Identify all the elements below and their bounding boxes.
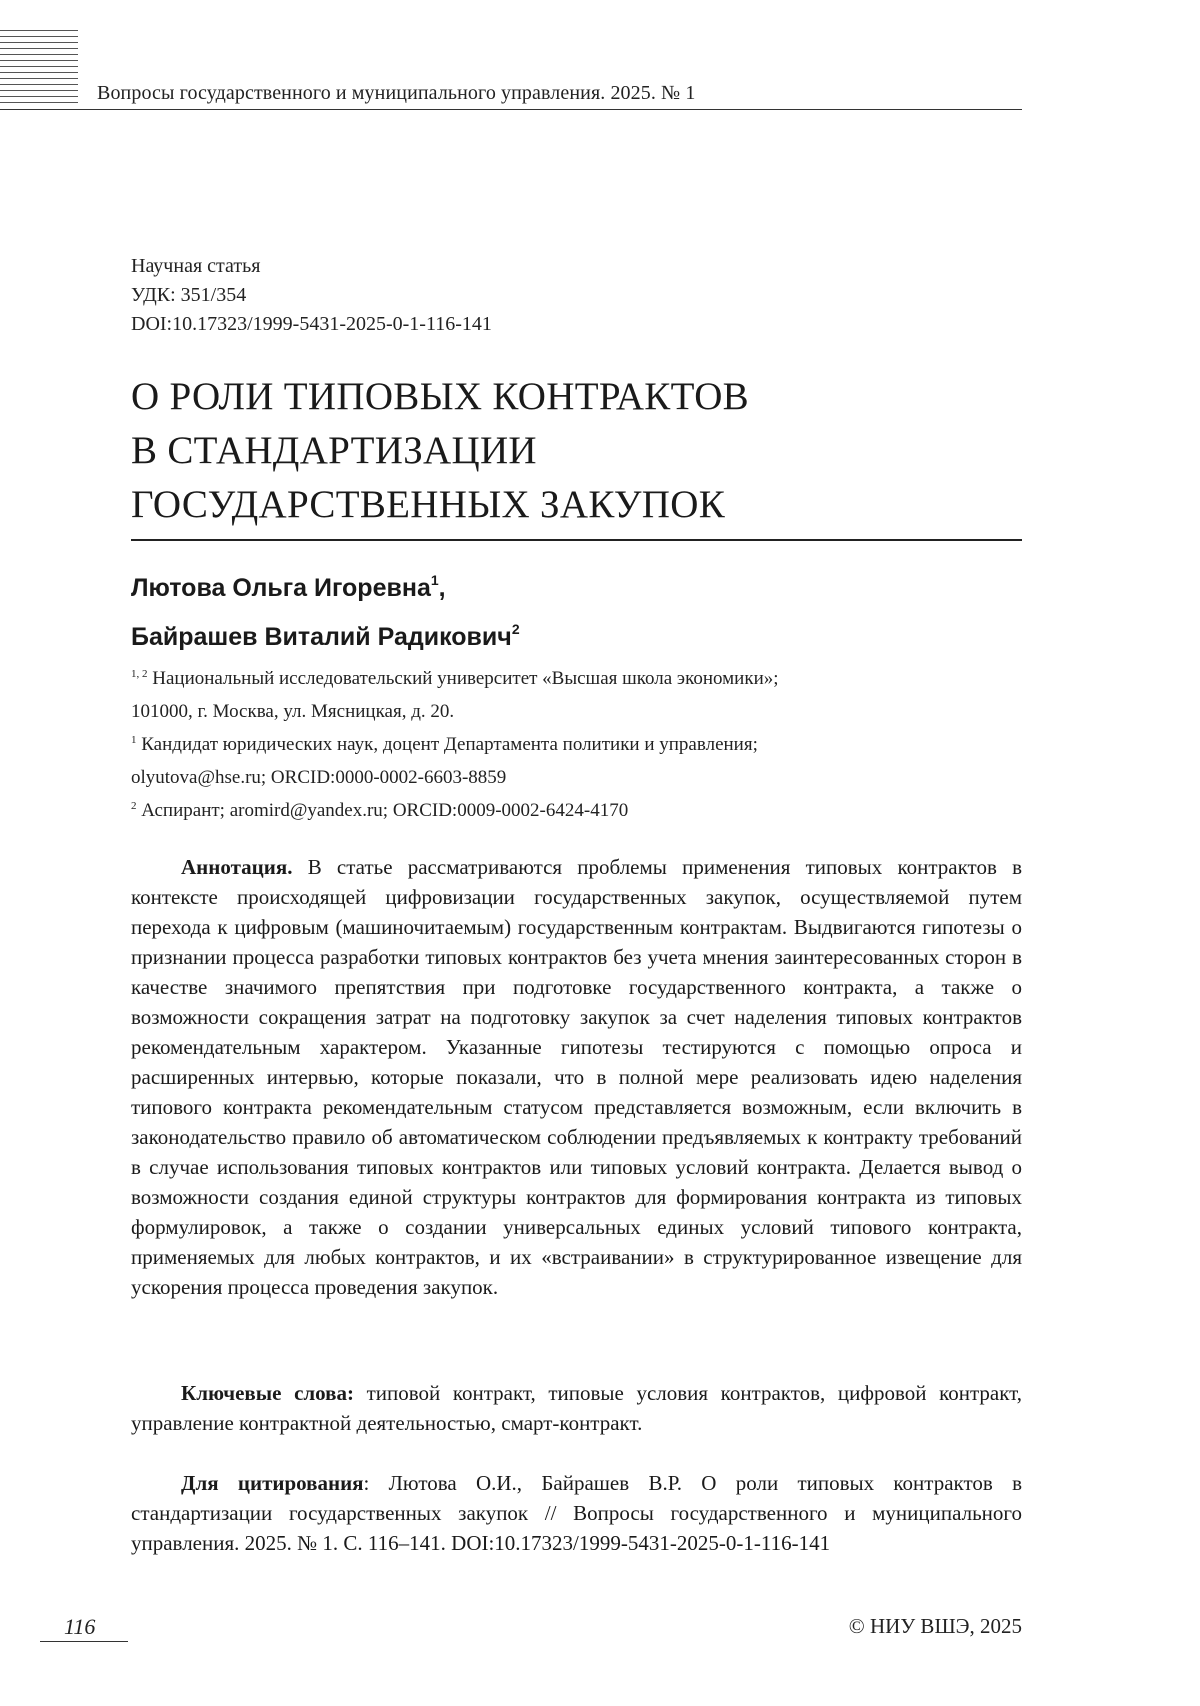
title-line: В СТАНДАРТИЗАЦИИ [131,429,537,472]
affiliation-mark: 2 [131,800,137,812]
author-mark: 2 [511,621,520,637]
article-meta [131,252,492,339]
author-list [131,560,520,658]
author-2 [131,609,520,658]
affiliation-line [131,792,779,825]
author-name: Лютова Ольга Игоревна [131,574,431,602]
affiliation-mark: 1, 2 [131,668,148,680]
article-type: Научная статья [131,255,261,277]
author-name: Байрашев Виталий Радикович [131,623,512,651]
abstract [131,852,1022,1302]
affiliation-mark: 1 [131,734,137,746]
abstract-label: Аннотация. [181,855,293,879]
abstract-text: В статье рассматриваются проблемы применения типовых контрактов в контексте происходящей цифровизации государственных закупок, осуществляемой путем перехода к цифровым (машиночитаемым) государственным контрактам. Выдвигаются гипотезы о признании процесса разработки типовых контрактов без учета мнения заинтересованных сторон в качестве значимого препятствия при подготовке государственного контракта, а также о возможности сокращения затрат на подготовку закупок за счет наделения типовых контрактов рекомендательным характером. Указанные гипотезы тестируются с помощью опроса и расширенных интервью, которые показали, что в полной мере реализовать идею наделения типового контракта рекомендательным статусом представляется возможным, если включить в законодательство правило об автоматическом соблюдении предъявляемых к контракту требований в случае использования типовых контрактов или типовых условий контракта. Делается вывод о возможности создания единой структуры контрактов для формирования контракта из типовых формулировок, а также о создании универсальных единых условий типового контракта, применяемых для любых контрактов, и их «встраивании» в структурированное извещение для ускорения процесса проведения закупок. [131,855,1022,1299]
journal-running-header: Вопросы государственного и муниципального управления. 2025. № 1 [97,82,696,104]
keywords-text: типовой контракт, типовые условия контрактов, цифровой контракт, управление контрактной деятельностью, смарт-контракт. [131,1381,1022,1435]
keywords-label: Ключевые слова: [181,1381,354,1405]
affiliation-line [131,726,779,759]
citation-label: Для цитирования [181,1471,364,1495]
doi[interactable]: DOI:10.17323/1999-5431-2025-0-1-116-141 [131,313,492,335]
affiliation-line [131,660,779,693]
copyright: © НИУ ВШЭ, 2025 [848,1614,1022,1638]
article-title [131,370,749,532]
author-1 [131,560,520,609]
citation [131,1468,1022,1558]
title-line: ГОСУДАРСТВЕННЫХ ЗАКУПОК [131,483,726,526]
page-number-rule [40,1641,128,1642]
affiliations [131,660,779,825]
title-divider [131,539,1022,541]
keywords [131,1378,1022,1438]
udk-code: УДК: 351/354 [131,284,247,306]
author-separator: , [438,574,446,602]
affiliation-line [131,759,779,792]
affiliation-text[interactable]: olyutova@hse.ru; ORCID:0000-0002-6603-8859 [131,767,507,788]
title-line: О РОЛИ ТИПОВЫХ КОНТРАКТОВ [131,375,749,418]
affiliation-text: Национальный исследовательский университет «Высшая школа экономики»; [147,668,779,689]
affiliation-text[interactable]: Аспирант; aromird@yandex.ru; ORCID:0009-0002-6424-4170 [136,800,629,821]
citation-text: : Лютова О.И., Байрашев В.Р. О роли типовых контрактов в стандартизации государственных закупок // Вопросы государственного и муниципального управления. 2025. № 1. С. 116–141. DOI:10.17323/1999-5431-2025-0-1-116-141 [131,1471,1022,1555]
affiliation-line [131,693,779,726]
affiliation-text: 101000, г. Москва, ул. Мясницкая, д. 20. [131,701,455,722]
header-divider [0,109,1022,110]
page-number: 116 [64,1614,96,1639]
header-decoration [0,30,78,108]
author-mark: 1 [430,572,439,588]
affiliation-text: Кандидат юридических наук, доцент Департамента политики и управления; [136,734,758,755]
